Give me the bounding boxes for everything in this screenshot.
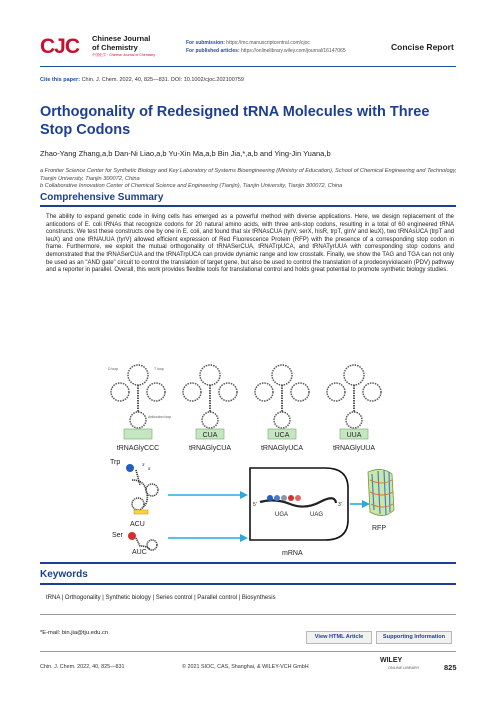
ser-anticodon-label: AUC (132, 549, 147, 555)
affiliation-a: a Frontier Science Center for Synthetic Biology and Key Laboratory of Systems Bioengineering (Ministry of Education), School of Chemical Engineering and Technology, Tianjin University, Tianjin 300072, China (40, 168, 457, 182)
mrna-five-prime-label: 5' (253, 502, 257, 508)
journal-name-line2: of Chemistry (92, 42, 138, 52)
journal-name (92, 35, 172, 52)
trna-label-4: tRNAGlyUUA (332, 445, 376, 452)
page-number: 825 (444, 663, 457, 672)
journal-logo: CJC (40, 35, 80, 58)
trp-anticodon-label: ACU (130, 521, 145, 528)
submission-line (186, 40, 310, 46)
author-list: Zhao-Yang Zhang,a,b Dan-Ni Liao,a,b Yu-Xin Ma,a,b Bin Jia,*,a,b and Ying-Jin Yuana,b (40, 149, 331, 158)
keywords-bottom-divider (40, 614, 456, 615)
journal-name-line1: Chinese Journal (92, 34, 151, 43)
keywords-top-divider (40, 562, 456, 564)
trna-label-2: tRNAGlyCUA (188, 445, 232, 452)
codon-uga: UGA (275, 512, 289, 518)
wiley-logo: WILEY (380, 657, 403, 664)
trna-structure-1 (111, 365, 165, 439)
footer-divider (40, 651, 456, 652)
trp-amino-acid-ball (126, 464, 134, 472)
trna-structure-4 (327, 365, 381, 439)
rfp-label: RFP (372, 525, 386, 532)
amino-acid-trp-label: Trp (110, 459, 121, 466)
trna-label-1: tRNAGlyCCC (116, 445, 160, 452)
trp-three-prime-label: 3' (142, 462, 145, 467)
keywords-heading: Keywords (40, 569, 88, 580)
summary-divider (40, 205, 456, 207)
view-html-article-button[interactable]: View HTML Article (306, 631, 372, 644)
arm-label-anticodon-loop: Anticodon loop (148, 415, 172, 419)
published-label: For published articles: (186, 48, 240, 54)
arm-label-t-loop: T loop (154, 367, 164, 371)
citation (40, 77, 244, 83)
published-line (186, 48, 346, 54)
submission-label: For submission: (186, 40, 225, 46)
trna-structure-3 (255, 365, 309, 439)
ser-amino-acid-ball (128, 532, 136, 540)
mrna-label: mRNA (282, 550, 303, 555)
anticodon-uua: UUA (346, 432, 362, 439)
published-link[interactable]: https://onlinelibrary.wiley.com/journal/16147065 (241, 48, 346, 54)
journal-tagline: 中国化学 · Chinese Journal of Chemistry (92, 53, 156, 57)
amino-acid-ser-label: Ser (112, 532, 123, 539)
trna-label-3: tRNAGlyUCA (260, 445, 304, 452)
citation-text: Chin. J. Chem. 2022, 40, 825—831. DOI: 10.1002/cjoc.202100759 (81, 77, 244, 83)
citation-label: Cite this paper: (40, 77, 81, 83)
anticodon-uca: UCA (274, 432, 290, 439)
supporting-information-button[interactable]: Supporting Information (376, 631, 452, 644)
summary-heading: Comprehensive Summary (40, 192, 164, 203)
anticodon-cua: CUA (202, 432, 218, 439)
trna-structure-2 (183, 365, 237, 439)
article-type: Concise Report (391, 42, 454, 52)
submission-link[interactable]: https://mc.manuscriptcentral.com/cjoc (226, 40, 310, 46)
codon-uag: UAG (310, 512, 324, 518)
arm-label-d-loop: D loop (108, 367, 119, 371)
wiley-online-library: ONLINE LIBRARY (388, 666, 420, 670)
corresponding-email[interactable]: *E-mail: bin.jia@tju.edu.cn (40, 630, 109, 636)
mrna-three-prime-label: 3' (338, 502, 342, 508)
trp-trna-shape (132, 470, 147, 508)
header-divider (40, 66, 456, 67)
keywords-divider (40, 583, 456, 585)
trp-five-prime-label: 5' (148, 466, 151, 471)
summary-text: The ability to expand genetic code in living cells has emerged as a powerful method with diverse applications. Here, we design replacement of the anticodons of E. coli tRNAs that recognize codons for 20 natural amino acids, with three anti-stop codons, resulting in a total of 60 engineered tRNA constructs. We test these constructs one by one in E. coli, and found that six tRNAsCUA (tyrV, serX, hisR, trpT, glnV and leuX), two tRNAsUCA (trpT and leuX) and one tRNAUUA (tyrV) allowed efficient expression of Red Fluorescence Protein (RFP) with the presence of a corresponding stop codon in frame. Furthermore, we exploit the mutual orthogonality of tRNASerCUA, tRNATrpUCA, and tRNATyrUUA with corresponding stop codons and demonstrated that the tRNASerCUA and the tRNATrpUCA can provide dynamic range and low crosstalk. Finally, we show the TAG and TGA can not only be used as an "AND gate" circuit to control the translation of target gene, but also be used to control the translation of a prodeoxyviolacein (PDV) pathway and a reporter in parallel. Overall, this work provides flexible tools for translational control and holds great potential to promote synthetic biology studies. (46, 214, 454, 274)
rfp-protein-structure (368, 469, 394, 515)
footer-copyright: © 2021 SIOC, CAS, Shanghai, & WILEY-VCH GmbH (182, 664, 309, 670)
paper-title: Orthogonality of Redesigned tRNA Molecules with Three Stop Codons (40, 104, 430, 138)
cell-outline (250, 468, 348, 540)
footer-journal-ref: Chin. J. Chem. 2022, 40, 825—831 (40, 664, 125, 670)
keywords-list: tRNA | Orthogonality | Synthetic biology | Series control | Parallel control | Biosynthesis (46, 595, 276, 601)
affiliation-b: b Collaborative Innovation Center of Chemical Science and Engineering (Tianjin), Tianjin University, Tianjin 300072, China (40, 183, 343, 189)
graphical-abstract (100, 340, 400, 555)
